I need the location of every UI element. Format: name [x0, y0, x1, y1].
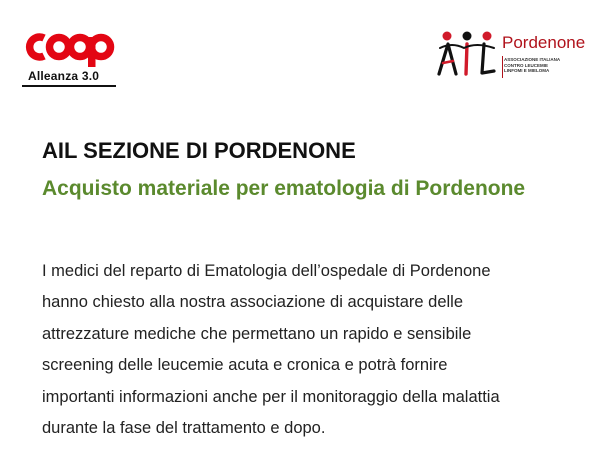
body-line: screening delle leucemie acuta e cronica e potrà fornire — [42, 356, 448, 375]
body-line: I medici del reparto di Ematologia dell’ospedale di Pordenone — [42, 262, 491, 280]
article-subtitle: Acquisto materiale per ematologia di Pordenone — [42, 177, 526, 200]
body-line: importanti informazioni anche per il monitoraggio della malattia — [42, 387, 500, 406]
body-line: durante la fase del trattamento e dopo. — [42, 419, 326, 438]
body-line: hanno chiesto alla nostra associazione di acquistare delle — [42, 293, 464, 312]
ail-logo — [436, 30, 596, 80]
article-body — [42, 256, 590, 444]
ail-city-name: Pordenone — [502, 33, 586, 52]
ail-description — [504, 57, 560, 74]
coop-subtitle: Alleanza 3.0 — [28, 69, 100, 83]
article-title: AIL SEZIONE DI PORDENONE — [42, 138, 356, 163]
coop-logo — [22, 26, 122, 88]
coop-underline — [22, 85, 116, 87]
ail-description-line: ASSOCIAZIONE ITALIANA — [504, 57, 561, 62]
ail-description-line: CONTRO LEUCEMIE — [504, 62, 549, 68]
body-line: attrezzature mediche che permettano un rapido e sensibile — [42, 324, 472, 343]
ail-divider — [502, 56, 503, 78]
ail-description-line: LINFOMI E MIELOMA — [504, 68, 550, 73]
coop-wordmark-logo — [22, 26, 118, 68]
ail-figures-logo — [436, 30, 498, 78]
